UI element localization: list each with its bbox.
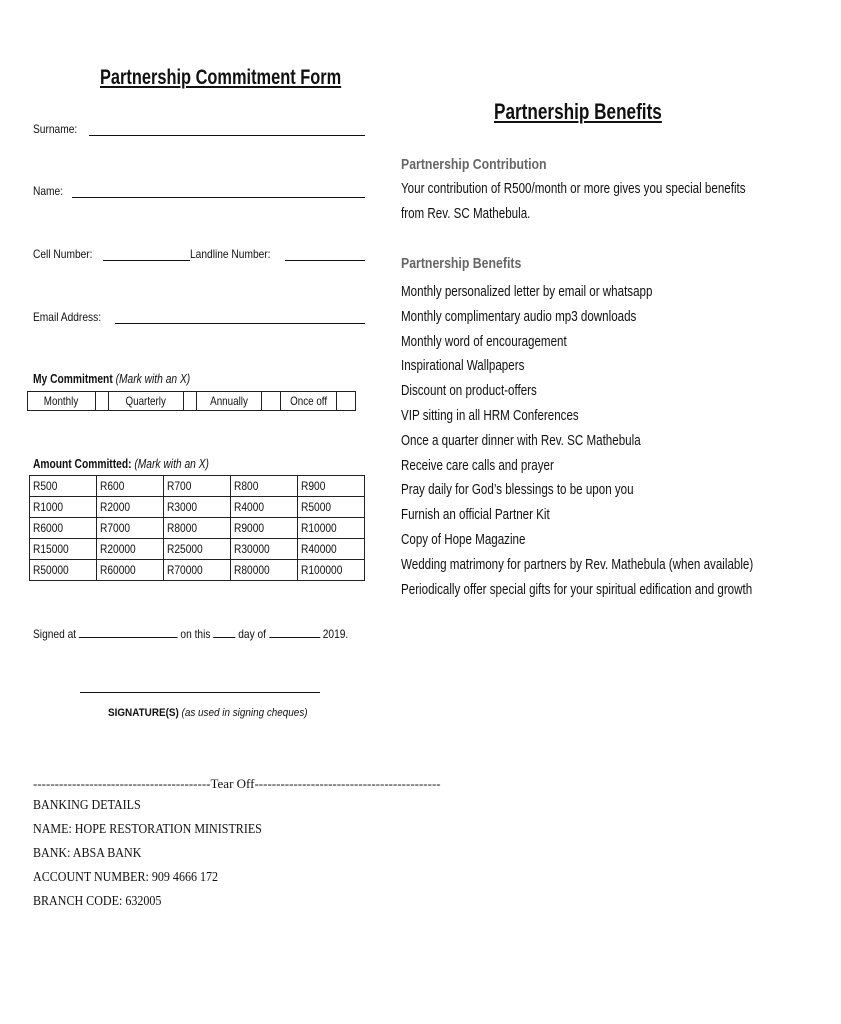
amount-option-cell[interactable] xyxy=(231,518,298,539)
amount-row xyxy=(30,560,365,581)
amount-option-label: R600 xyxy=(100,479,125,493)
name-input-line[interactable] xyxy=(72,186,365,198)
banking-branch-code: BRANCH CODE: 632005 xyxy=(33,894,162,909)
tear-off-label: Tear Off xyxy=(210,776,255,791)
amount-option-label: R9000 xyxy=(234,521,265,535)
commitment-checkbox-once-off[interactable] xyxy=(337,392,356,411)
commitment-option-quarterly: Quarterly xyxy=(109,392,184,411)
signed-at-row xyxy=(33,627,348,641)
cell-number-input-line[interactable] xyxy=(103,249,190,261)
day-of-label: day of xyxy=(238,627,267,641)
contribution-heading: Partnership Contribution xyxy=(401,156,547,173)
amount-option-cell[interactable] xyxy=(97,539,164,560)
amount-hint: (Mark with an X) xyxy=(134,457,209,471)
amount-row xyxy=(30,539,365,560)
amount-option-label: R15000 xyxy=(33,542,69,556)
amount-option-cell[interactable] xyxy=(298,497,365,518)
amount-option-cell[interactable] xyxy=(164,518,231,539)
amount-option-cell[interactable] xyxy=(30,497,97,518)
benefits-title: Partnership Benefits xyxy=(494,99,662,124)
cell-number-label: Cell Number: xyxy=(33,247,93,261)
amount-row xyxy=(30,497,365,518)
amount-option-label: R6000 xyxy=(33,521,64,535)
benefit-item: Wedding matrimony for partners by Rev. Mathebula (when available) xyxy=(401,556,754,573)
landline-number-label: Landline Number: xyxy=(190,247,271,261)
amount-option-cell[interactable] xyxy=(97,497,164,518)
benefit-item: Monthly personalized letter by email or whatsapp xyxy=(401,284,653,300)
amount-option-label: R30000 xyxy=(234,542,270,556)
amount-option-cell[interactable] xyxy=(298,518,365,539)
amount-option-cell[interactable] xyxy=(298,560,365,581)
signed-year: 2019. xyxy=(322,627,349,641)
amount-option-cell[interactable] xyxy=(298,476,365,497)
amount-option-cell[interactable] xyxy=(30,560,97,581)
benefit-item: Inspirational Wallpapers xyxy=(401,358,525,375)
benefits-heading: Partnership Benefits xyxy=(401,255,522,272)
amount-option-cell[interactable] xyxy=(231,560,298,581)
amount-option-label: R5000 xyxy=(301,500,332,514)
benefit-item: VIP sitting in all HRM Conferences xyxy=(401,407,579,424)
amount-label xyxy=(33,457,209,471)
amount-row xyxy=(30,518,365,539)
amount-option-cell[interactable] xyxy=(298,539,365,560)
banking-account-name: NAME: HOPE RESTORATION MINISTRIES xyxy=(33,822,262,837)
amount-option-label: R3000 xyxy=(167,500,198,514)
amount-option-label: R2000 xyxy=(100,500,131,514)
benefit-item: Monthly word of encouragement xyxy=(401,333,567,350)
banking-account-number: ACCOUNT NUMBER: 909 4666 172 xyxy=(33,870,219,885)
surname-input-line[interactable] xyxy=(89,124,365,136)
amount-option-cell[interactable] xyxy=(164,560,231,581)
amount-option-cell[interactable] xyxy=(97,476,164,497)
amount-option-label: R700 xyxy=(167,479,192,493)
amount-option-label: R25000 xyxy=(167,542,203,556)
commitment-checkbox-monthly[interactable] xyxy=(96,392,109,411)
amount-option-label: R900 xyxy=(301,479,326,493)
commitment-options-table xyxy=(27,391,356,411)
amount-option-cell[interactable] xyxy=(164,539,231,560)
amount-option-label: R500 xyxy=(33,479,58,493)
benefit-item: Copy of Hope Magazine xyxy=(401,531,526,548)
amount-option-label: R800 xyxy=(234,479,259,493)
benefit-item: Discount on product-offers xyxy=(401,383,537,400)
banking-details-heading: BANKING DETAILS xyxy=(33,798,141,813)
amount-option-label: R8000 xyxy=(167,521,198,535)
benefit-item: Pray daily for God’s blessings to be upon you xyxy=(401,482,634,499)
banking-bank-name: BANK: ABSA BANK xyxy=(33,846,142,861)
commitment-option-once-off: Once off xyxy=(281,392,337,411)
amount-row xyxy=(30,476,365,497)
surname-field[interactable] xyxy=(33,122,365,136)
email-label: Email Address: xyxy=(33,310,102,324)
amount-option-label: R70000 xyxy=(167,563,203,577)
signed-month-line[interactable] xyxy=(269,627,320,638)
amount-option-label: R100000 xyxy=(301,563,343,577)
signed-at-place-line[interactable] xyxy=(79,627,178,638)
landline-number-input-line[interactable] xyxy=(285,249,365,261)
amount-option-label: R10000 xyxy=(301,521,337,535)
benefit-item: Monthly complimentary audio mp3 downloads xyxy=(401,308,637,325)
benefits-list xyxy=(401,280,841,602)
amount-option-label: R60000 xyxy=(100,563,136,577)
commitment-checkbox-annually[interactable] xyxy=(262,392,281,411)
commitment-label-text: My Commitment xyxy=(33,372,113,386)
commitment-checkbox-quarterly[interactable] xyxy=(184,392,197,411)
amount-option-cell[interactable] xyxy=(97,560,164,581)
amount-option-label: R4000 xyxy=(234,500,265,514)
amount-label-text: Amount Committed: xyxy=(33,457,132,471)
amount-option-cell[interactable] xyxy=(231,476,298,497)
tear-off-dashes-right: ------------------------------------------- xyxy=(254,776,441,791)
tear-off-divider xyxy=(33,776,441,792)
amount-option-cell[interactable] xyxy=(30,539,97,560)
signature-label: SIGNATURE(S) xyxy=(108,707,179,719)
commitment-hint: (Mark with an X) xyxy=(115,372,191,386)
amount-option-cell[interactable] xyxy=(30,476,97,497)
commitment-option-annually: Annually xyxy=(197,392,262,411)
benefit-item: Periodically offer special gifts for your spiritual edification and growth xyxy=(401,581,753,598)
amount-option-label: R80000 xyxy=(234,563,270,577)
benefit-item: Once a quarter dinner with Rev. SC Mathebula xyxy=(401,432,641,449)
on-this-label: on this xyxy=(180,627,211,641)
name-label: Name: xyxy=(33,184,64,198)
surname-label: Surname: xyxy=(33,122,78,136)
email-input-line[interactable] xyxy=(115,312,365,324)
amount-option-label: R7000 xyxy=(100,521,131,535)
contribution-text-line-2: from Rev. SC Mathebula. xyxy=(401,206,531,222)
amount-option-cell[interactable] xyxy=(30,518,97,539)
contribution-text-line-1: Your contribution of R500/month or more gives you special benefits xyxy=(401,181,746,197)
name-field[interactable] xyxy=(33,184,365,198)
phone-field-row xyxy=(33,247,365,261)
amount-options-table xyxy=(29,475,365,581)
amount-option-cell[interactable] xyxy=(97,518,164,539)
commitment-option-monthly: Monthly xyxy=(28,392,96,411)
amount-option-cell[interactable] xyxy=(164,497,231,518)
benefit-item: Receive care calls and prayer xyxy=(401,457,554,474)
form-title: Partnership Commitment Form xyxy=(100,66,342,89)
signature-hint: (as used in signing cheques) xyxy=(181,707,308,719)
benefit-item: Furnish an official Partner Kit xyxy=(401,507,550,524)
tear-off-dashes-left: ----------------------------------------- xyxy=(33,776,211,791)
amount-option-cell[interactable] xyxy=(231,539,298,560)
signature-line[interactable] xyxy=(80,692,320,693)
signed-day-line[interactable] xyxy=(213,627,235,638)
amount-option-label: R40000 xyxy=(301,542,337,556)
amount-option-label: R1000 xyxy=(33,500,64,514)
amount-option-label: R50000 xyxy=(33,563,69,577)
amount-option-label: R20000 xyxy=(100,542,136,556)
commitment-label xyxy=(33,372,190,386)
amount-option-cell[interactable] xyxy=(164,476,231,497)
signed-at-label: Signed at xyxy=(33,627,77,641)
amount-option-cell[interactable] xyxy=(231,497,298,518)
email-field[interactable] xyxy=(33,310,365,324)
signature-caption xyxy=(108,707,308,719)
